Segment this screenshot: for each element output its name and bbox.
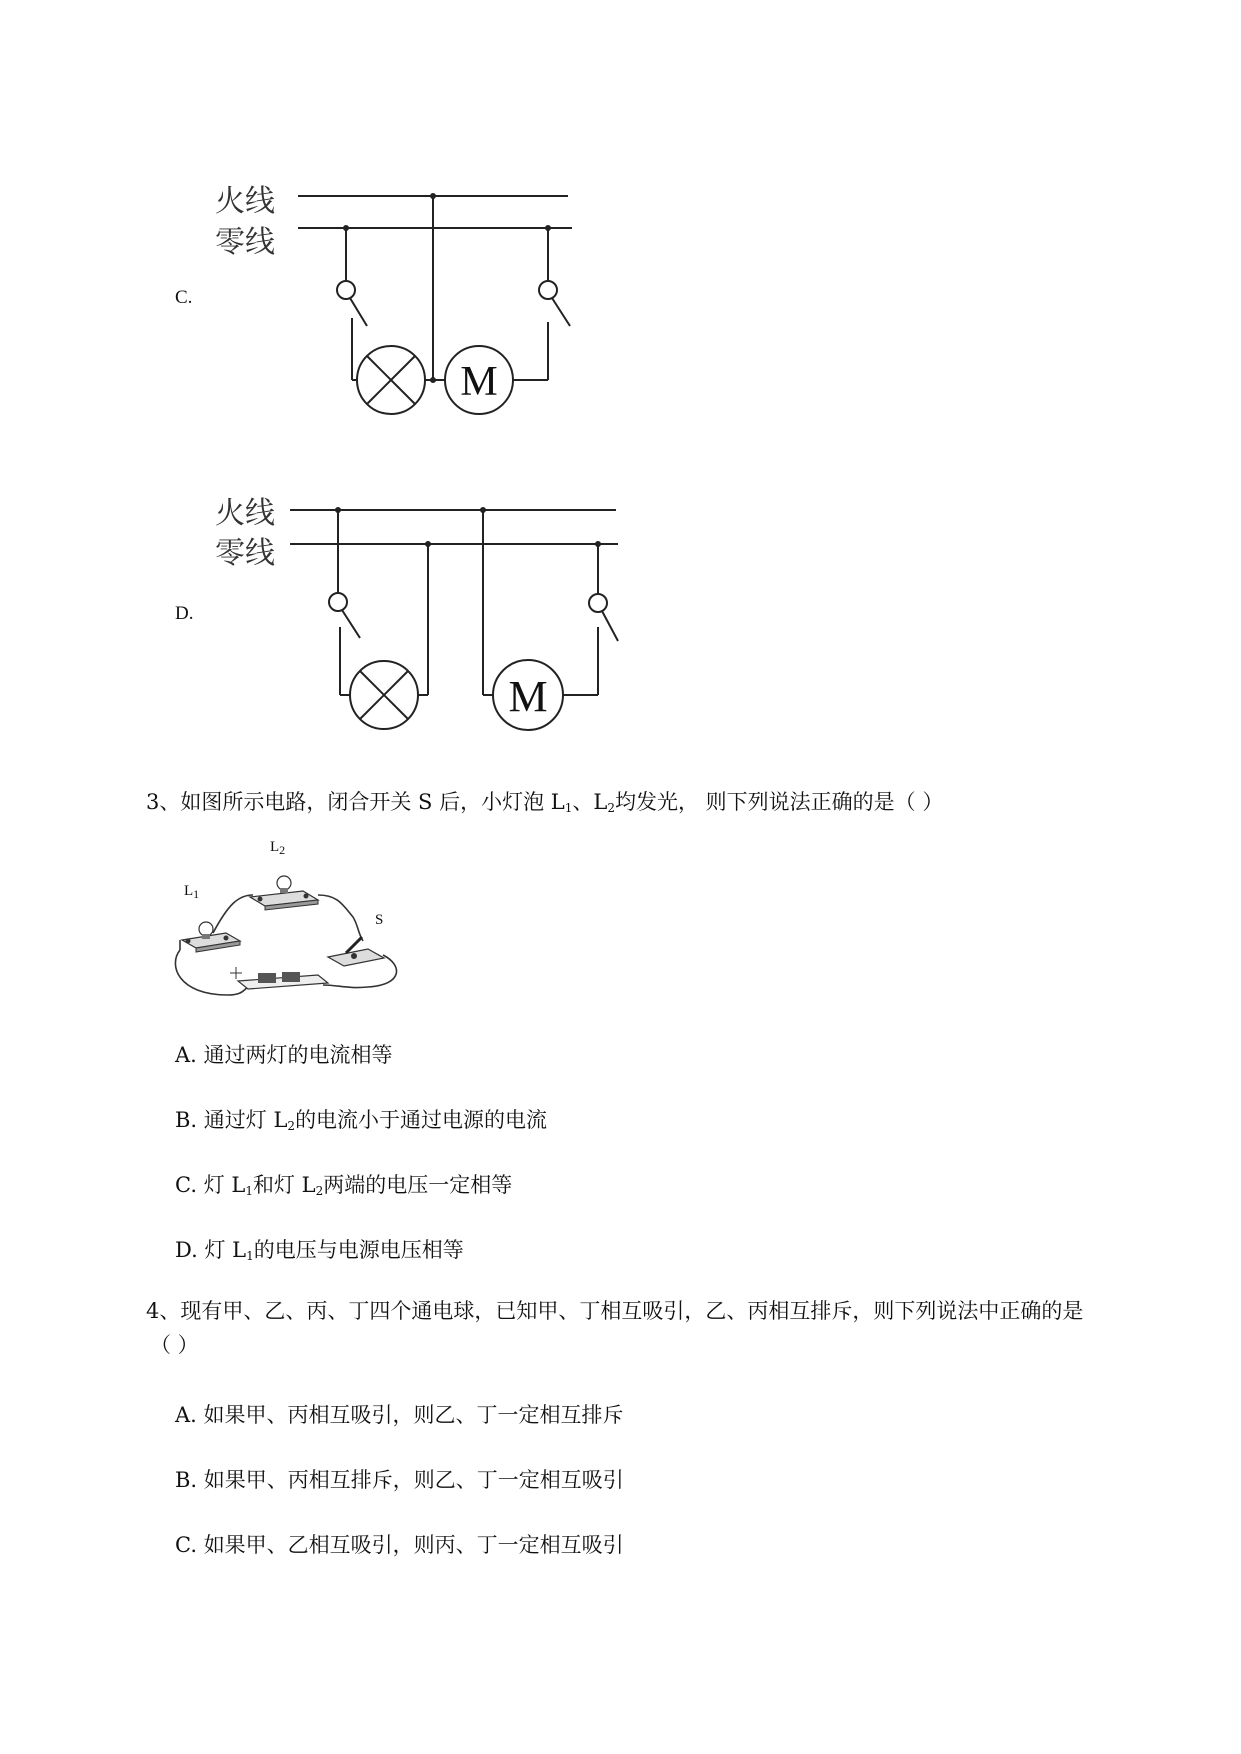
- q3-option-a[interactable]: [175, 1039, 393, 1069]
- q3-option-d[interactable]: [175, 1234, 464, 1264]
- subscript: 2: [287, 1119, 296, 1133]
- question-text: 现有甲、乙、丙、丁四个通电球，已知甲、丁相互吸引，乙、丙相互排斥，则下列说法中正确的是: [180, 1299, 1084, 1323]
- option-c-label: C.: [175, 287, 193, 308]
- label-s: S: [375, 912, 384, 928]
- wire: [213, 895, 253, 933]
- subscript: 1: [564, 801, 573, 815]
- question-4-bracket: （ ）: [150, 1333, 199, 1357]
- option-letter: C.: [175, 1173, 197, 1197]
- neutral-wire-label: 零线: [215, 536, 275, 571]
- motor-letter-c: M: [460, 359, 498, 405]
- question-text: 均发光， 则下列说法正确的是（ ）: [614, 790, 944, 814]
- option-text: 如果甲、乙相互吸引，则丙、丁一定相互吸引: [203, 1533, 624, 1557]
- option-text: 如果甲、丙相互排斥，则乙、丁一定相互吸引: [203, 1468, 624, 1492]
- wire: [175, 950, 258, 995]
- option-text: 的电压与电源电压相等: [253, 1238, 464, 1262]
- subscript: 2: [607, 801, 615, 815]
- circuit-photo-svg: [168, 845, 408, 1005]
- question-number: 3、: [146, 790, 181, 814]
- question-number: 4、: [146, 1299, 181, 1323]
- q3-option-b[interactable]: [175, 1104, 547, 1134]
- subscript: 2: [315, 1184, 324, 1198]
- option-letter: A.: [175, 1403, 197, 1427]
- question-3: [146, 786, 943, 824]
- option-text: 灯 L: [204, 1238, 247, 1262]
- subscript: 1: [246, 1249, 254, 1263]
- switch-lamp: [329, 593, 347, 611]
- option-text: 如果甲、丙相互吸引，则乙、丁一定相互排斥: [203, 1403, 624, 1427]
- question-text: 、L: [572, 790, 608, 814]
- label-l1: $L_1$: [184, 883, 200, 901]
- neutral-wire-label: 零线: [215, 225, 275, 260]
- motor-letter-d: M: [508, 672, 548, 721]
- option-letter: A.: [175, 1043, 197, 1067]
- q4-option-c[interactable]: [175, 1529, 624, 1559]
- q4-option-a[interactable]: [175, 1399, 624, 1429]
- switch-left: [337, 281, 355, 299]
- option-letter: B.: [175, 1108, 198, 1132]
- option-text: 两端的电压一定相等: [323, 1173, 513, 1197]
- question-4: [146, 1295, 1083, 1327]
- live-wire-label: 火线: [215, 184, 275, 219]
- q4-option-b[interactable]: [175, 1464, 624, 1494]
- option-text: 通过灯 L: [203, 1108, 288, 1132]
- circuit-d-svg: [290, 495, 630, 735]
- subscript: 1: [245, 1184, 253, 1198]
- option-letter: D.: [175, 1238, 198, 1262]
- option-letter: C.: [175, 1533, 197, 1557]
- wire: [318, 895, 363, 941]
- circuit-figure: [168, 839, 408, 1005]
- option-letter: B.: [175, 1468, 198, 1492]
- label-l2: $L_2$: [270, 839, 286, 857]
- q3-option-c[interactable]: [175, 1169, 512, 1199]
- switch-right: [539, 281, 557, 299]
- option-d-label: D.: [175, 603, 194, 624]
- question-text: 如图所示电路，闭合开关 S 后，小灯泡 L: [180, 790, 565, 814]
- option-text: 和灯 L: [252, 1173, 316, 1197]
- switch-motor: [589, 594, 607, 612]
- circuit-c-svg: [290, 180, 590, 420]
- option-text: 灯 L: [203, 1173, 246, 1197]
- option-text: 的电流小于通过电源的电流: [295, 1108, 548, 1132]
- live-wire-label: 火线: [215, 496, 275, 531]
- option-text: 通过两灯的电流相等: [203, 1043, 393, 1067]
